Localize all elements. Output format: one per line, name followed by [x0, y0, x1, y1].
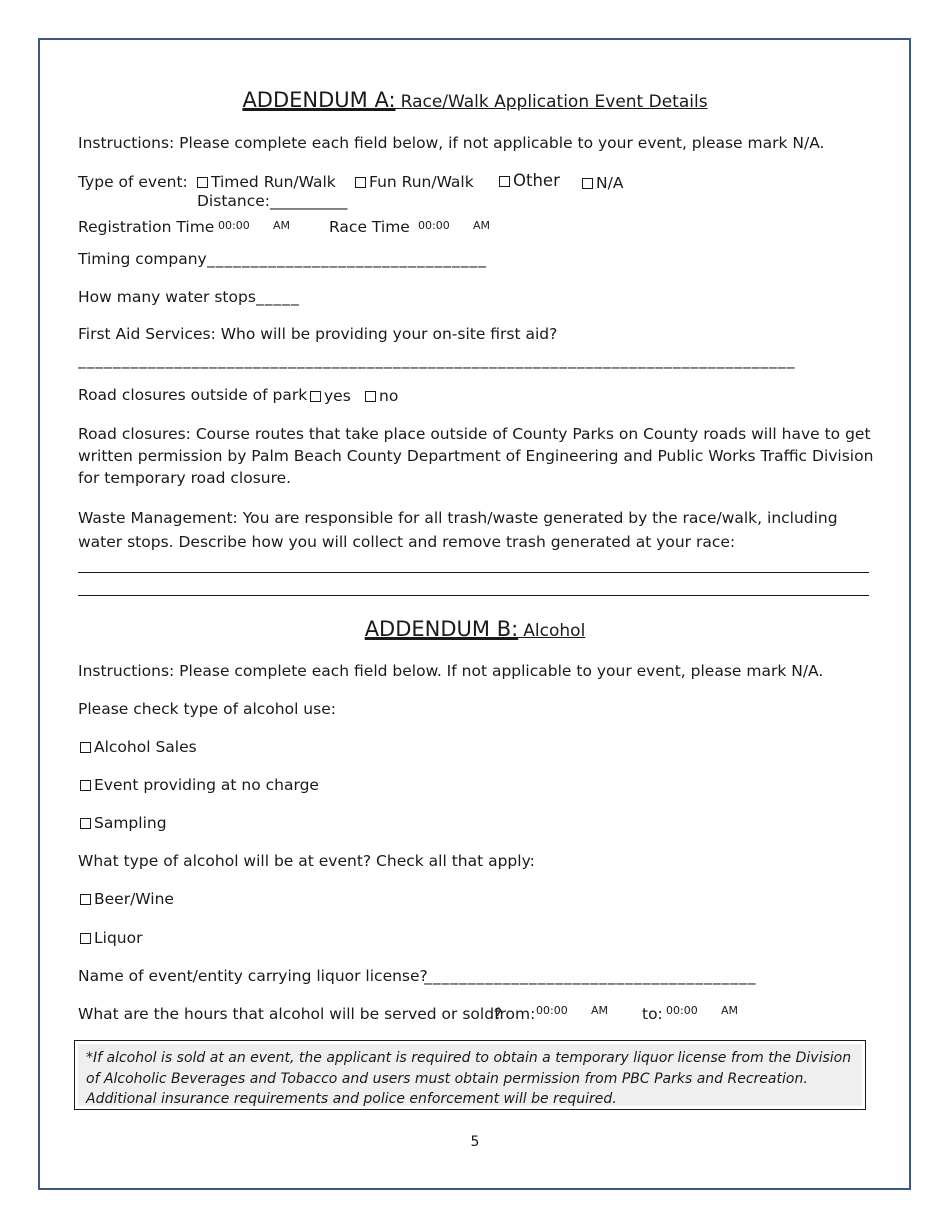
alcohol-type-liquor[interactable]: Liquor	[80, 928, 142, 948]
road-closures-yes[interactable]: yes	[310, 386, 351, 406]
checkbox-icon[interactable]	[80, 742, 91, 753]
checkbox-icon[interactable]	[80, 933, 91, 944]
alcohol-use-sampling[interactable]: Sampling	[80, 813, 167, 833]
water-stops-field[interactable]: _____	[256, 288, 300, 306]
checkbox-icon[interactable]	[310, 391, 321, 402]
notice-text: *If alcohol is sold at an event, the applicant is required to obtain a temporary liquor license from the Division of Alcoholic Beverages and Tobacco and users must obtain permission from PBC Parks and Recreation. Additional insurance requirements and police enforcement will be required.	[78, 1044, 862, 1106]
from-ampm-select[interactable]: AM	[591, 1004, 609, 1017]
race-time-input[interactable]: 00:00	[418, 219, 450, 232]
road-closures-no[interactable]: no	[365, 386, 398, 406]
checkbox-icon[interactable]	[197, 177, 208, 188]
addendum-a-instructions: Instructions: Please complete each field below, if not applicable to your event, please mark N/A.	[78, 134, 825, 152]
liquor-license-label: Name of event/entity carrying liquor license?	[78, 967, 428, 985]
page-number: 5	[470, 1134, 480, 1150]
checkbox-icon[interactable]	[355, 177, 366, 188]
first-aid-field[interactable]: __________________________________________________________________________________	[78, 351, 796, 369]
waste-management-text: Waste Management: You are responsible for all trash/waste generated by the race/walk, including water stops. Describe how you will collect and remove trash generated at your race:	[78, 509, 838, 551]
checkbox-icon[interactable]	[80, 818, 91, 829]
event-option-timed[interactable]: Timed Run/Walk	[197, 172, 336, 192]
water-stops-label: How many water stops	[78, 288, 256, 306]
checkbox-icon[interactable]	[582, 178, 593, 189]
registration-time-label: Registration Time	[78, 218, 215, 236]
waste-line-1[interactable]	[78, 572, 869, 573]
registration-time-input[interactable]: 00:00	[218, 219, 250, 232]
alcohol-use-no-charge[interactable]: Event providing at no charge	[80, 775, 319, 795]
checkbox-icon[interactable]	[499, 176, 510, 187]
type-of-event-label: Type of event:	[78, 173, 188, 191]
liquor-license-field[interactable]: ______________________________________	[424, 967, 757, 985]
first-aid-label: First Aid Services: Who will be providing your on-site first aid?	[78, 325, 558, 343]
timing-company-label: Timing company	[78, 250, 207, 268]
checkbox-icon[interactable]	[80, 894, 91, 905]
addendum-b-instructions: Instructions: Please complete each field below. If not applicable to your event, please mark N/A.	[78, 662, 824, 680]
race-time-label: Race Time	[329, 218, 410, 236]
event-option-other[interactable]: Other	[499, 171, 560, 191]
liquor-license-notice	[74, 1040, 866, 1110]
road-closures-outside-label: Road closures outside of park	[78, 386, 308, 404]
from-label: from:	[494, 1005, 536, 1023]
timing-company-field[interactable]: ________________________________	[207, 250, 487, 268]
road-closures-text: Road closures: Course routes that take place outside of County Parks on County roads will have to get written permission by Palm Beach County Department of Engineering and Public Works Traffic Division for temporary road closure.	[78, 425, 874, 487]
to-ampm-select[interactable]: AM	[721, 1004, 739, 1017]
from-time-input[interactable]: 00:00	[536, 1004, 568, 1017]
alcohol-type-label: What type of alcohol will be at event? Check all that apply:	[78, 852, 535, 870]
race-ampm-select[interactable]: AM	[473, 219, 491, 232]
event-option-na[interactable]: N/A	[582, 173, 623, 193]
addendum-b-heading: ADDENDUM B: Alcohol	[364, 617, 586, 641]
alcohol-type-beer-wine[interactable]: Beer/Wine	[80, 889, 174, 909]
alcohol-use-label: Please check type of alcohol use:	[78, 700, 336, 718]
checkbox-icon[interactable]	[80, 780, 91, 791]
distance-field[interactable]: Distance:__________	[197, 192, 348, 210]
event-option-fun[interactable]: Fun Run/Walk	[355, 172, 474, 192]
alcohol-use-sales[interactable]: Alcohol Sales	[80, 737, 197, 757]
checkbox-icon[interactable]	[365, 391, 376, 402]
to-label: to:	[642, 1005, 663, 1023]
to-time-input[interactable]: 00:00	[666, 1004, 698, 1017]
alcohol-hours-label: What are the hours that alcohol will be served or sold?	[78, 1005, 503, 1023]
waste-line-2[interactable]	[78, 595, 869, 596]
addendum-a-heading: ADDENDUM A: Race/Walk Application Event Details	[242, 88, 708, 112]
registration-ampm-select[interactable]: AM	[273, 219, 291, 232]
